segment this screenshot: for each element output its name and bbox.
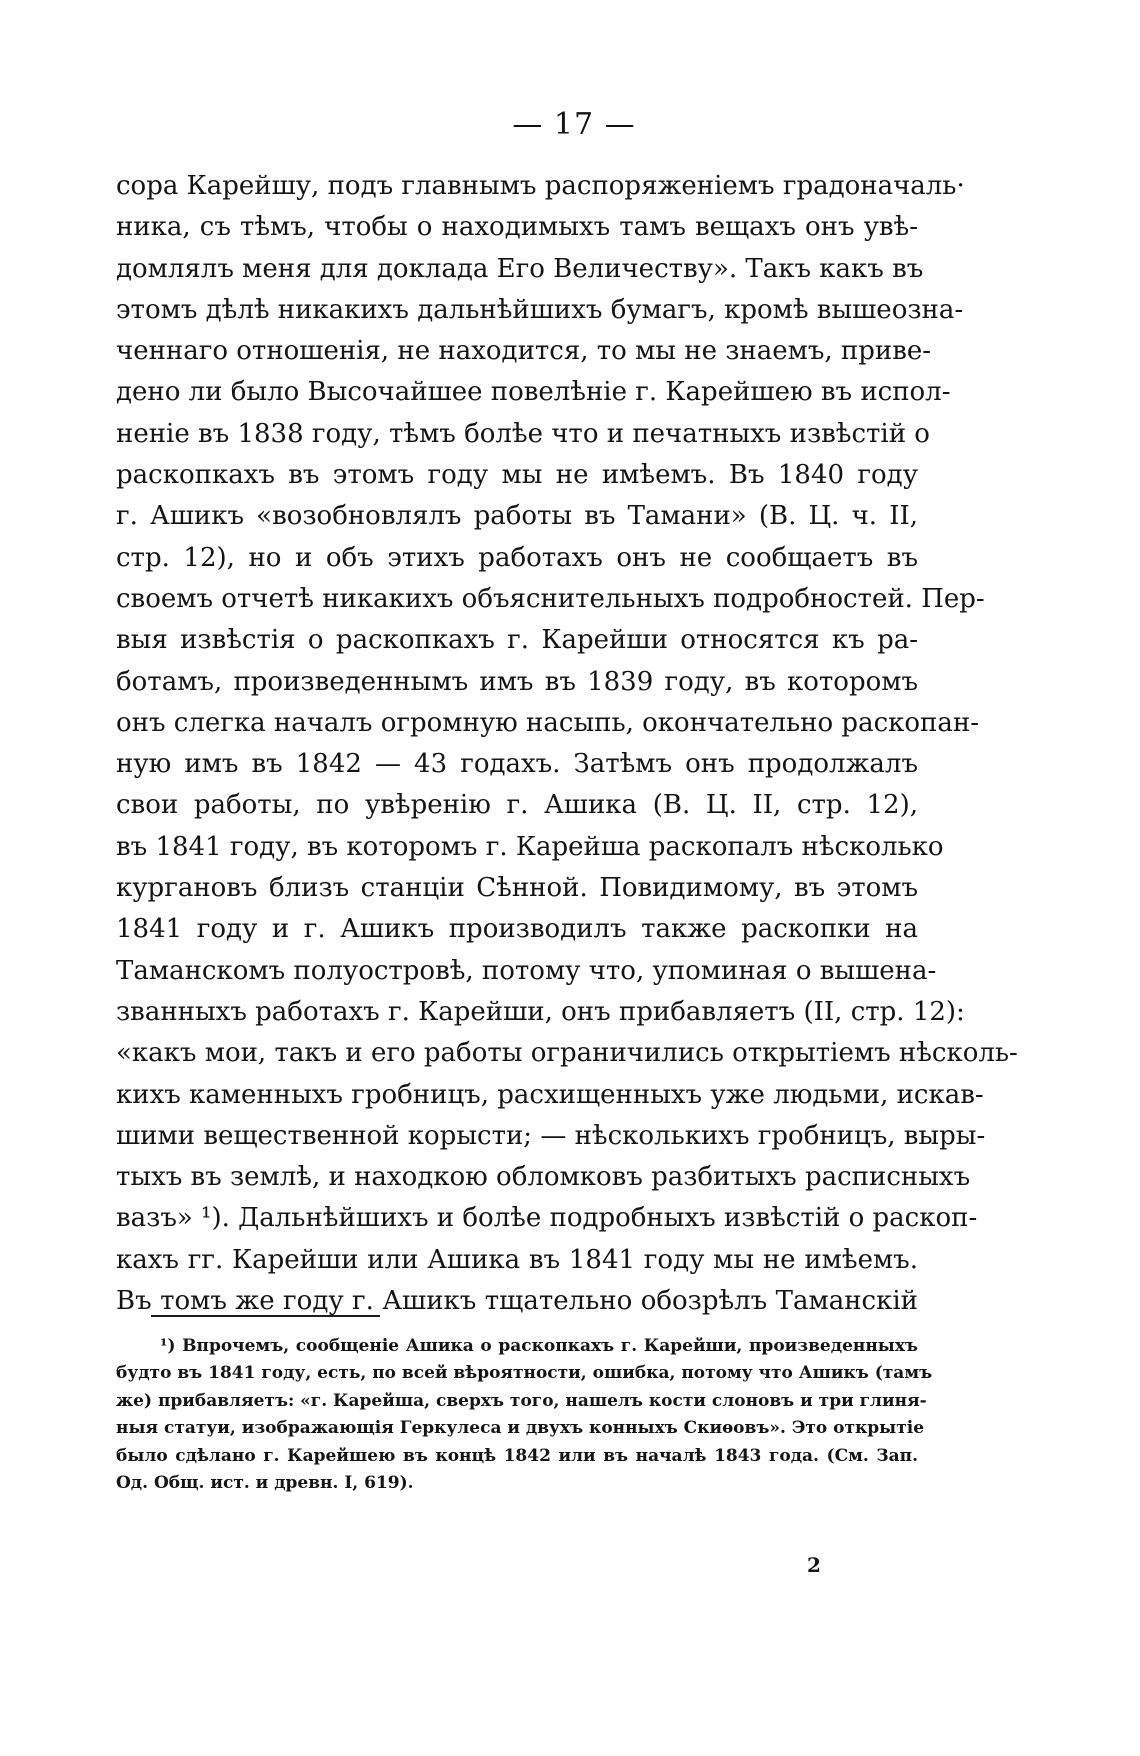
text-line: ченнаго отношенія, не находится, то мы не знаемъ, приве-: [116, 336, 932, 367]
text-line: неніе въ 1838 году, тѣмъ болѣе что и печатныхъ извѣстій о: [116, 418, 930, 449]
text-line: этомъ дѣлѣ никакихъ дальнѣйшихъ бумагъ, кромѣ вышеозна-: [116, 294, 964, 325]
text-line: дено ли было Высочайшее повелѣніе г. Карейшею въ испол-: [116, 377, 951, 408]
text-line: ную имъ въ 1842 — 43 годахъ. Затѣмъ онъ продолжалъ: [116, 749, 918, 780]
text-line: свои работы, по увѣренію г. Ашика (В. Ц. II, стр. 12),: [116, 790, 918, 821]
text-line: тыхъ въ землѣ, и находкою обломковъ разбитыхъ расписныхъ: [116, 1162, 971, 1193]
page-number: — 17 —: [512, 107, 636, 142]
text-line: Въ томъ же году г. Ашикъ тщательно обозрѣлъ Таманскій: [116, 1286, 918, 1317]
footnote-line: ¹) Впрочемъ, сообщеніе Ашика о раскопкахъ г. Карейши, произведенныхъ: [160, 1336, 918, 1356]
text-line: ботамъ, произведеннымъ имъ въ 1839 году, въ которомъ: [116, 666, 918, 697]
footnote-line: будто въ 1841 году, есть, по всей вѣроятности, ошибка, потому что Ашикъ (тамъ: [116, 1363, 933, 1384]
footnote-line: ныя статуи, изображающія Геркулеса и двухъ конныхъ Скиѳовъ». Это открытіе: [116, 1418, 925, 1439]
text-line: званныхъ работахъ г. Карейши, онъ прибавляетъ (II, стр. 12):: [116, 996, 965, 1027]
text-line: 1841 году и г. Ашикъ производилъ также раскопки на: [116, 914, 918, 945]
text-line: сора Карейшу, подъ главнымъ распоряженіемъ градоначаль·: [116, 171, 965, 201]
text-line: кахъ гг. Карейши или Ашика въ 1841 году мы не имѣемъ.: [116, 1244, 918, 1275]
footnote-line: было сдѣлано г. Карейшею въ концѣ 1842 или въ началѣ 1843 года. (См. Зап.: [116, 1445, 918, 1466]
text-line: шими вещественной корысти; — нѣсколькихъ гробницъ, выры-: [116, 1120, 986, 1151]
text-line: стр. 12), но и объ этихъ работахъ онъ не сообщаетъ въ: [116, 542, 918, 573]
text-line: раскопкахъ въ этомъ году мы не имѣемъ. Въ 1840 году: [116, 460, 918, 491]
footnote-separator: [151, 1315, 380, 1317]
footnote-line: же) прибавляетъ: «г. Карейша, сверхъ того, нашелъ кости слоновъ и три глиня-: [116, 1390, 927, 1411]
text-line: «какъ мои, такъ и его работы ограничились открытіемъ нѣсколь-: [116, 1038, 1018, 1069]
text-line: вазъ» ¹). Дальнѣйшихъ и болѣе подробныхъ извѣстій о раскоп-: [116, 1203, 978, 1234]
footnote: [116, 1333, 933, 1497]
text-line: Таманскомъ полуостровѣ, потому что, упоминая о вышена-: [116, 955, 937, 986]
text-line: выя извѣстія о раскопкахъ г. Карейши относятся къ ра-: [116, 625, 918, 656]
text-line: кихъ каменныхъ гробницъ, расхищенныхъ уже людьми, искав-: [116, 1079, 984, 1110]
signature-mark: 2: [807, 1553, 821, 1577]
footnote-line: Од. Общ. ист. и древн. I, 619).: [116, 1472, 414, 1493]
text-line: своемъ отчетѣ никакихъ объяснительныхъ подробностей. Пер-: [116, 583, 985, 614]
text-line: онъ слегка началъ огромную насыпь, окончательно раскопан-: [116, 707, 979, 738]
text-line: домлялъ меня для доклада Его Величеству». Такъ какъ въ: [116, 253, 924, 284]
text-line: г. Ашикъ «возобновлялъ работы въ Тамани» (В. Ц. ч. II,: [116, 501, 918, 532]
text-line: кургановъ близъ станціи Сѣнной. Повидимому, въ этомъ: [116, 873, 918, 904]
text-line: въ 1841 году, въ которомъ г. Карейша раскопалъ нѣсколько: [116, 831, 944, 862]
body-text: [116, 166, 1018, 1322]
text-line: ника, съ тѣмъ, чтобы о находимыхъ тамъ вещахъ онъ увѣ-: [116, 212, 918, 243]
